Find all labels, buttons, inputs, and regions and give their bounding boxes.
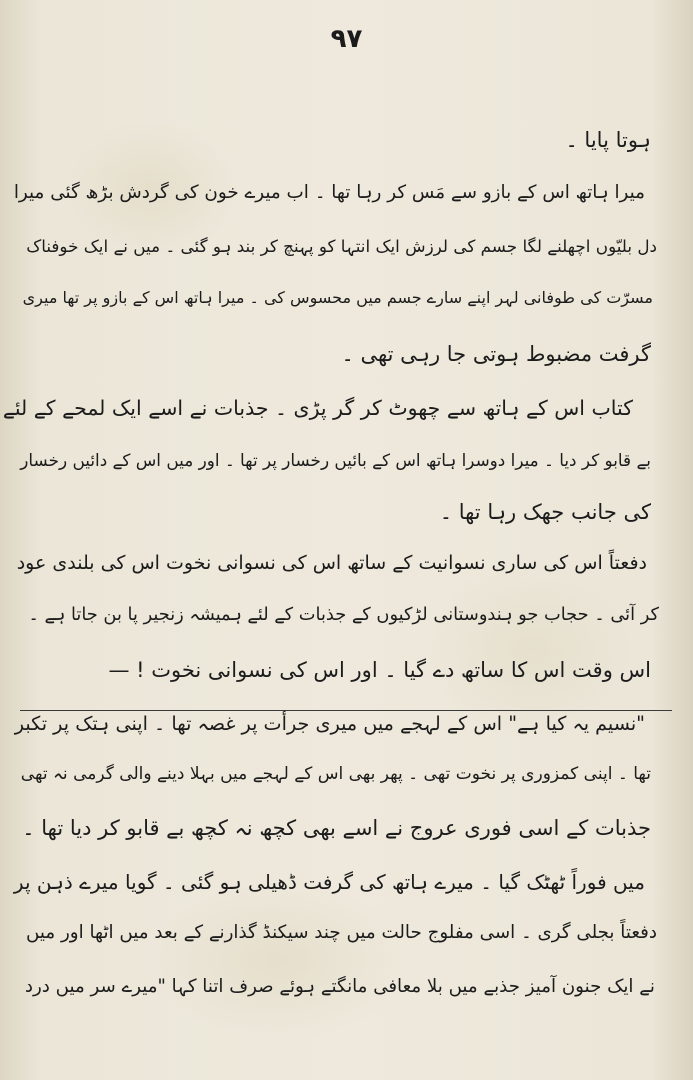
text-line: میں فوراً ٹھٹک گیا ۔ میرے ہاتھ کی گرفت ڈھیلی ہو گئی ۔ گویا میرے ذہن پر <box>13 870 645 894</box>
text-line: تھا ۔ اپنی کمزوری پر نخوت تھی ۔ پھر بھی اس کے لہجے میں بہلا دینے والی گرمی نہ تھی <box>20 764 651 784</box>
text-line: کر آئی ۔ حجاب جو ہندوستانی لڑکیوں کے جذبات کے لئے ہمیشہ زنجیر پا بن جاتا ہے ۔ <box>28 604 659 625</box>
paper-stain <box>150 880 410 1040</box>
text-line: جذبات کے اسی فوری عروج نے اسے بھی کچھ نہ کچھ بے قابو کر دیا تھا ۔ <box>22 816 651 840</box>
text-line: کتاب اس کے ہاتھ سے چھوٹ کر گر پڑی ۔ جذبات نے اسے ایک لمحے کے لئے <box>2 396 633 420</box>
text-line: میرا ہاتھ اس کے بازو سے مَس کر رہا تھا ۔ اب میرے خون کی گردش بڑھ گئی میرا <box>13 182 645 203</box>
text-line: "نسیم یہ کیا ہے" اس کے لہجے میں میری جرأت پر غصہ تھا ۔ اپنی ہتک پر تکبر <box>14 712 645 735</box>
text-line: گرفت مضبوط ہوتی جا رہی تھی ۔ <box>341 342 651 366</box>
text-line: کی جانب جھک رہا تھا ۔ <box>439 500 651 524</box>
text-line: دفعتاً بجلی گری ۔ اسی مفلوج حالت میں چند سیکنڈ گذارنے کے بعد میں اٹھا اور میں <box>26 922 657 943</box>
text-line: اس وقت اس کا ساتھ دے گیا ۔ اور اس کی نسوانی نخوت ! — <box>108 658 651 682</box>
text-line: مسرّت کی طوفانی لہر اپنے سارے جسم میں محسوس کی ۔ میرا ہاتھ اس کے بازو پر تھا میری <box>22 288 653 307</box>
page-number: ۹۷ <box>330 24 363 54</box>
divider <box>20 710 672 711</box>
text-line: نے ایک جنون آمیز جذبے میں بلا معافی مانگتے ہوئے صرف اتنا کہا "میرے سر میں درد <box>24 976 655 997</box>
text-line: دفعتاً اس کی ساری نسوانیت کے ساتھ اس کی نسوانی نخوت اس کی بلندی عود <box>16 552 647 574</box>
text-line: بے قابو کر دیا ۔ میرا دوسرا ہاتھ اس کے بائیں رخسار پر تھا ۔ اور میں اس کے دائیں رخسار <box>20 450 651 470</box>
text-line: دل بلیّوں اچھلنے لگا جسم کی لرزش ایک انتہا کو پہنچ کر بند ہو گئی ۔ میں نے ایک خوفناک <box>26 236 657 256</box>
text-line: ہوتا پایا ۔ <box>565 128 651 152</box>
